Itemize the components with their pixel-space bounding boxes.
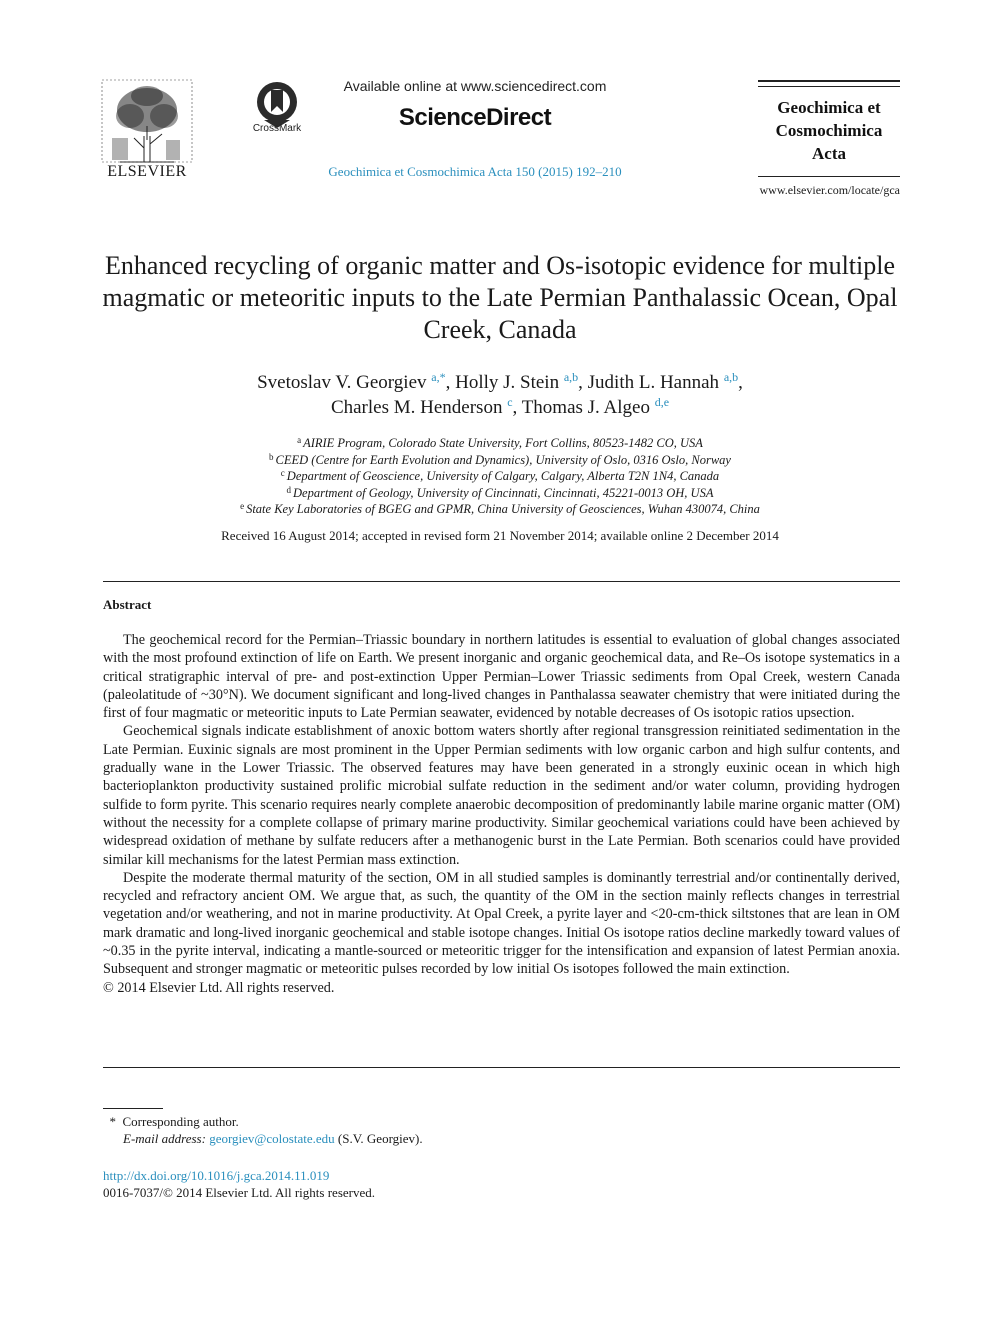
footnote-rule <box>103 1108 163 1109</box>
abstract-rule-bottom <box>103 1067 900 1068</box>
sciencedirect-logo[interactable]: ScienceDirect <box>398 104 552 131</box>
crossmark-label: CrossMark <box>252 123 302 134</box>
footnotes <box>103 1114 603 1147</box>
affiliation-list <box>100 435 900 518</box>
corresponding-author-note: * Corresponding author. <box>109 1114 239 1129</box>
author-name: Svetoslav V. Georgiev <box>257 372 427 393</box>
author-name: Thomas J. Algeo <box>521 397 650 418</box>
journal-title: Geochimica et Cosmochimica Acta <box>775 98 883 163</box>
author-affil-sup[interactable]: c <box>507 395 513 409</box>
author-name: Charles M. Henderson <box>330 397 503 418</box>
article-title: Enhanced recycling of organic matter and Os-isotopic evidence for multiple magmatic or meteoritic inputs to the Late Permian Panthalassic Ocean, Opal Creek, Canada <box>102 251 898 344</box>
abstract-copyright: © 2014 Elsevier Ltd. All rights reserved. <box>103 979 335 996</box>
journal-box-rule-bottom <box>758 176 900 177</box>
author-affil-sup[interactable]: a,* <box>431 370 446 384</box>
affiliation-item: $^d$ Department of Geology, University of Cincinnati, Cincinnati, 45221-0013 OH, USA <box>286 484 714 500</box>
publisher-name: ELSEVIER <box>107 163 187 180</box>
affiliation-item: $^a$ AIRIE Program, Colorado State University, Fort Collins, 80523-1482 CO, USA <box>297 435 703 450</box>
journal-url[interactable]: www.elsevier.com/locate/gca <box>759 183 900 197</box>
author-list: Svetoslav V. Georgiev $^{a,*}$, Holly J. Stein $^{a,b}$, Judith L. Hannah $^{a,b}$, Charles M. Henderson $^c$, Thomas J. Algeo $^{d,e}$ <box>257 370 743 418</box>
author-name: Judith L. Hannah <box>587 372 720 393</box>
email-note: E-mail address: georgiev@colostate.edu (S.V. Georgiev). <box>123 1130 423 1146</box>
affiliation-item: $^e$ State Key Laboratories of BGEG and GPMR, China University of Geosciences, Wuhan 430074, China <box>240 501 760 516</box>
abstract-paragraph: The geochemical record for the Permian–Triassic boundary in northern latitudes is essential to evaluation of global changes associated with the most profound extinction of life on Earth. We present inorganic and organic geochemical data, and Re–Os isotope systematics in a critical stratigraphic interval of pre- and post-extinction Upper Permian–Lower Triassic sediments from Opal Creek, western Canada (paleolatitude of ~30°N). We document significant and long-lived changes in Panthalassa seawater chemistry that were initiated during the first of four magmatic or meteoritic inputs to Late Permian seawater, evidenced by notable decreases of Os isotopic ratios upsection. <box>103 632 900 722</box>
author-name: Holly J. Stein <box>455 372 560 393</box>
abstract-rule-top <box>103 581 900 582</box>
doi-block <box>103 1167 603 1201</box>
available-online-text[interactable]: Available online at www.sciencedirect.com <box>343 78 607 94</box>
abstract-body <box>103 631 900 997</box>
issn-line: 0016-7037/© 2014 Elsevier Ltd. All rights reserved. <box>103 1185 375 1200</box>
journal-box-rule-mid <box>758 86 900 87</box>
author-affil-sup[interactable]: d,e <box>654 395 670 409</box>
abstract-paragraph: Geochemical signals indicate establishment of anoxic bottom waters shortly after regional transgression reinitiated sedimentation in the Late Permian. Euxinic signals are most prominent in the Upper Permian sediments with low organic carbon and high sulfur contents, and gradually wane in the Lower Triassic. The observed features may have been generated in a strongly euxinic ocean in which high bacterioplankton productivity sustained prolific microbial sulfate reduction in the sediment and/or water column, providing hydrogen sulfide to form pyrite. This scenario requires nearly complete anaerobic decomposition of predominantly labile marine organic matter (OM) without the necessity for a complete collapse of primary marine productivity. Similar geochemical variations could have been achieved by widespread oxidation of methane by sulfate reducers after a methanogenic burst in the Late Permian. Both scenarios could have provided similar kill mechanisms for the latest Permian mass extinction. <box>103 723 900 868</box>
received-dates: Received 16 August 2014; accepted in revised form 21 November 2014; available online 2 December 2014 <box>221 528 779 543</box>
affiliation-item: $^c$ Department of Geoscience, University of Calgary, Calgary, Alberta T2N 1N4, Canada <box>280 468 720 483</box>
abstract-heading: Abstract <box>103 597 152 612</box>
doi-link[interactable]: http://dx.doi.org/10.1016/j.gca.2014.11.019 <box>103 1168 330 1183</box>
journal-citation[interactable]: Geochimica et Cosmochimica Acta 150 (2015) 192–210 <box>328 164 622 179</box>
affiliation-item: $^b$ CEED (Centre for Earth Evolution and Dynamics), University of Oslo, 0316 Oslo, Norway <box>269 451 731 467</box>
abstract-paragraph: Despite the moderate thermal maturity of the section, OM in all studied samples is dominantly terrestrial and/or continentally derived, recycled and refractory ancient OM. We argue that, as such, the quantity of the OM in the section mainly reflects changes in terrestrial vegetation and/or weathering, and not in marine productivity. At Opal Creek, a pyrite layer and <20-cm-thick siltstones that are lean in OM mark dramatic and long-lived inorganic geochemical and stable isotope changes. Initial Os isotope ratios decline markedly toward values of ~0.35 in the pyrite interval, indicating a mantle-sourced or meteoritic trigger for the intensification and expansion of latest Permian anoxia. Subsequent and stronger magmatic or meteoritic pulses recorded by low initial Os isotopes followed the main extinction. <box>103 869 900 978</box>
journal-box-rule-top <box>758 80 900 82</box>
email-link[interactable]: georgiev@colostate.edu <box>209 1130 335 1146</box>
author-affil-sup[interactable]: a,b <box>723 370 739 384</box>
author-affil-sup[interactable]: a,b <box>563 370 579 384</box>
